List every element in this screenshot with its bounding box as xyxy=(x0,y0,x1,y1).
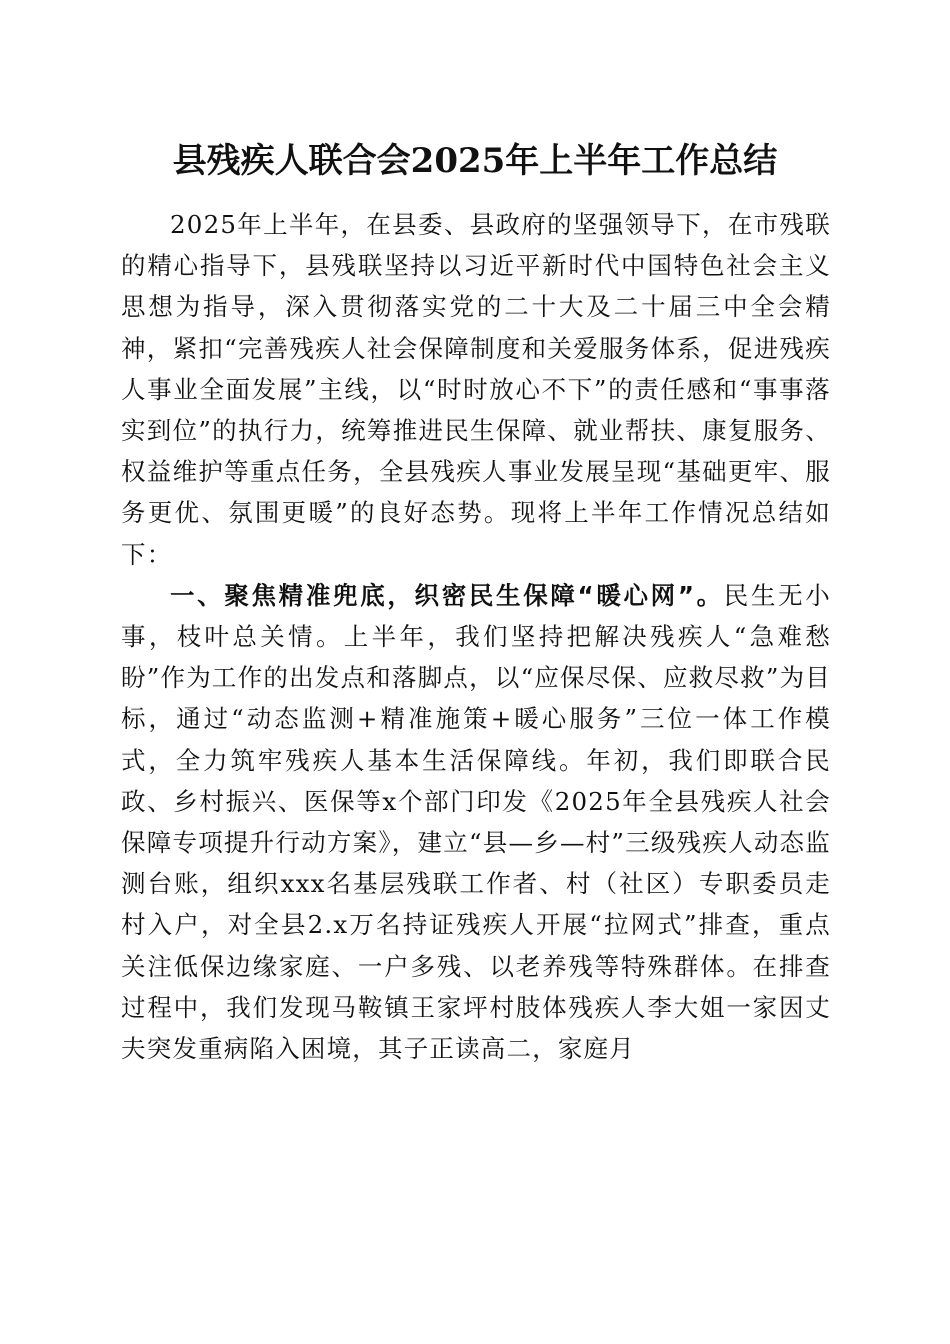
document-title: 县残疾人联合会2025年上半年工作总结 xyxy=(172,141,778,181)
intro-paragraph: 2025年上半年，在县委、县政府的坚强领导下，在市残联的精心指导下，县残联坚持以习近平新时代中国特色社会主义思想为指导，深入贯彻落实党的二十大及二十届三中全会精神，紧扣“完善残疾人社会保障制度和关爱服务体系，促进残疾人事业全面发展”主线，以“时时放心不下”的责任感和“事事落实到位”的执行力，统筹推进民生保障、就业帮扶、康复服务、权益维护等重点任务，全县残疾人事业发展呈现“基础更牢、服务更优、氛围更暖”的良好态势。现将上半年工作情况总结如下： xyxy=(121,210,831,569)
document-body xyxy=(121,204,831,1069)
section-one-text: 民生无小事，枝叶总关情。上半年，我们坚持把解决残疾人“急难愁盼”作为工作的出发点和落脚点，以“应保尽保、应救尽救”为目标，通过“动态监测+精准施策+暖心服务”三位一体工作模式，全力筑牢残疾人基本生活保障线。年初，我们即联合民政、乡村振兴、医保等x个部门印发《2025年全县残疾人社会保障专项提升行动方案》，建立“县—乡—村”三级残疾人动态监测台账，组织xxx名基层残联工作者、村（社区）专职委员走村入户，对全县2.x万名持证残疾人开展“拉网式”排查，重点关注低保边缘家庭、一户多残、以老养残等特殊群体。在排查过程中，我们发现马鞍镇王家坪村肢体残疾人李大姐一家因丈夫突发重病陷入困境，其子正读高二，家庭月 xyxy=(121,580,831,1064)
section-one-paragraph xyxy=(121,575,831,1069)
section-one-heading: 一、聚焦精准兜底，织密民生保障“暖心网”。 xyxy=(170,580,724,610)
